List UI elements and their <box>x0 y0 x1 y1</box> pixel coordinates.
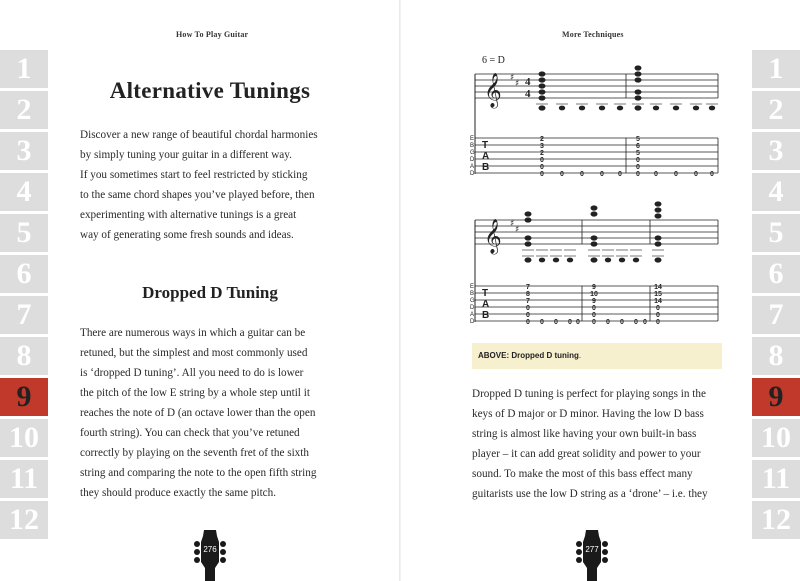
tab-fret: 0 <box>592 305 596 312</box>
chapter-tab-8[interactable]: 8 <box>752 337 800 375</box>
tab-fret: 5 <box>636 136 640 143</box>
chapter-tab-2[interactable]: 2 <box>752 91 800 129</box>
page-title: Alternative Tunings <box>109 78 311 103</box>
tab-label-b: B <box>482 310 490 321</box>
tab-fret: 0 <box>540 164 544 171</box>
tab-fret: 0 <box>654 171 658 178</box>
chapter-tab-11[interactable]: 11 <box>752 460 800 498</box>
string-letter: D <box>470 171 475 177</box>
tab-fret: 0 <box>526 312 530 319</box>
tab-fret: 0 <box>636 171 640 178</box>
tab-fret: 0 <box>540 157 544 164</box>
tab-fret: 3 <box>540 143 544 150</box>
body-line: the pitch of the low E string by a whole step until it <box>80 387 310 399</box>
body-line: guitarists use the low D string as a ‘drone’ – i.e. they <box>472 488 708 500</box>
string-letter: D <box>470 157 475 163</box>
tab-fret: 0 <box>592 312 596 319</box>
page-number-headstock-right <box>572 530 612 581</box>
tab-fret: 14 <box>654 284 662 291</box>
body-line: Dropped D tuning is perfect for playing songs in the <box>472 388 706 400</box>
tab-fret: 0 <box>540 319 544 326</box>
tab-fret: 0 <box>554 319 558 326</box>
chapter-tab-10[interactable]: 10 <box>0 419 48 457</box>
string-letter: G <box>470 298 475 304</box>
chapter-tabs-right <box>752 50 800 542</box>
chapter-tab-3[interactable]: 3 <box>752 132 800 170</box>
string-letter: A <box>470 164 475 170</box>
section-heading: Dropped D Tuning <box>142 283 278 302</box>
tab-fret: 9 <box>592 298 596 305</box>
string-letter: B <box>470 143 475 149</box>
chapter-tab-8[interactable]: 8 <box>0 337 48 375</box>
caption-label: ABOVE: Dropped D tuning <box>478 351 579 360</box>
tab-fret: 6 <box>636 143 640 150</box>
chapter-tab-7[interactable]: 7 <box>0 296 48 334</box>
body-line: retuned, but the simplest and most commonly used <box>80 347 308 359</box>
chapter-tabs-left <box>0 50 48 542</box>
intro-line: If you sometimes start to feel restricted by sticking <box>80 169 308 181</box>
tab-fret: 0 <box>580 171 584 178</box>
time-sig-bottom: 4 <box>525 88 531 100</box>
intro-line: Discover a new range of beautiful chordal harmonies <box>80 129 318 141</box>
body-line: string and comparing the note to the open fifth string <box>80 467 317 479</box>
sharp-icon: ♯ <box>515 225 520 235</box>
chapter-tab-9-active[interactable]: 9 <box>752 378 800 416</box>
string-letter: E <box>470 136 475 142</box>
treble-clef-icon: 𝄞 <box>484 219 502 254</box>
chapter-tab-10[interactable]: 10 <box>752 419 800 457</box>
tab-fret: 7 <box>526 284 530 291</box>
tab-fret: 10 <box>590 291 598 298</box>
tab-fret: 0 <box>656 319 660 326</box>
string-letter: E <box>470 284 475 290</box>
tab-label-a: A <box>482 299 490 310</box>
page-number: 277 <box>585 545 599 554</box>
tab-fret: 0 <box>694 171 698 178</box>
tab-fret: 7 <box>526 298 530 305</box>
tab-fret: 8 <box>526 291 530 298</box>
chapter-tab-4[interactable]: 4 <box>752 173 800 211</box>
pedal-notes <box>539 258 639 263</box>
chapter-tab-1[interactable]: 1 <box>0 50 48 88</box>
chapter-tab-9-active[interactable]: 9 <box>0 378 48 416</box>
tab-fret: 2 <box>540 150 544 157</box>
tab-label-a: A <box>482 151 490 162</box>
string-letter: G <box>470 150 475 156</box>
figure-caption <box>472 343 722 369</box>
tab-fret: 0 <box>636 164 640 171</box>
chapter-tab-2[interactable]: 2 <box>0 91 48 129</box>
sharp-icon: ♯ <box>510 73 515 83</box>
running-head-left: How To Play Guitar <box>176 30 249 39</box>
notation-system-2 <box>470 200 720 330</box>
chapter-tab-7[interactable]: 7 <box>752 296 800 334</box>
chapter-tab-5[interactable]: 5 <box>0 214 48 252</box>
tab-label-t: T <box>482 140 489 151</box>
body-line: is ‘dropped D tuning’. All you need to do is lower <box>80 367 304 379</box>
chapter-tab-4[interactable]: 4 <box>0 173 48 211</box>
tab-fret: 15 <box>654 291 662 298</box>
tab-label-t: T <box>482 288 489 299</box>
intro-line: to the same chord shapes you’ve played before, then <box>80 189 315 201</box>
tab-fret: 0 <box>634 319 638 326</box>
tab-fret: 0 <box>618 171 622 178</box>
caption-period: . <box>578 351 582 360</box>
chapter-tab-12[interactable]: 12 <box>752 501 800 539</box>
tab-fret: 5 <box>636 150 640 157</box>
body-line: player – it can add great solidity and power to your <box>472 448 701 460</box>
tab-fret: 0 <box>568 319 572 326</box>
body-line: There are numerous ways in which a guitar can be <box>80 327 306 339</box>
chapter-tab-6[interactable]: 6 <box>752 255 800 293</box>
time-sig-top: 4 <box>525 76 531 88</box>
sharp-icon: ♯ <box>515 79 520 89</box>
tab-staff-lines <box>475 138 718 173</box>
string-letter: A <box>470 312 475 318</box>
intro-line: by simply tuning your guitar in a different way. <box>80 149 292 161</box>
running-head-right: More Techniques <box>562 30 624 39</box>
tab-fret: 0 <box>710 171 714 178</box>
string-letter: D <box>470 305 475 311</box>
string-letter: D <box>470 319 475 325</box>
chapter-tab-3[interactable]: 3 <box>0 132 48 170</box>
tab-fret: 0 <box>606 319 610 326</box>
tab-fret: 0 <box>526 305 530 312</box>
body-paragraph-left <box>80 323 316 503</box>
tab-fret: 2 <box>540 136 544 143</box>
body-line: correctly by playing on the seventh fret of the sixth <box>80 447 309 459</box>
tab-fret: 0 <box>643 319 647 326</box>
chapter-tab-6[interactable]: 6 <box>0 255 48 293</box>
tab-fret: 0 <box>656 305 660 312</box>
tab-fret: 0 <box>656 312 660 319</box>
tab-fret: 9 <box>592 284 596 291</box>
page-number-headstock-left <box>190 530 230 581</box>
intro-line: experimenting with alternative tunings is a great <box>80 209 297 221</box>
tab-fret: 0 <box>576 319 580 326</box>
body-line: keys of D major or D minor. Having the low D bass <box>472 408 704 420</box>
body-line: sound. To make the most of this bass effect many <box>472 468 693 480</box>
treble-clef-icon: 𝄞 <box>484 73 502 108</box>
ledger-lines <box>522 250 664 256</box>
tab-fret: 0 <box>600 171 604 178</box>
tab-fret: 0 <box>636 157 640 164</box>
tab-fret: 0 <box>526 319 530 326</box>
body-line: string is almost like having your own built-in bass <box>472 428 697 440</box>
chapter-tab-12[interactable]: 12 <box>0 501 48 539</box>
body-paragraph-right <box>472 384 708 504</box>
tab-fret: 0 <box>620 319 624 326</box>
tab-fret: 0 <box>674 171 678 178</box>
book-spine <box>399 0 401 581</box>
tuning-label: 6 = D <box>482 55 505 66</box>
tab-fret: 0 <box>560 171 564 178</box>
chapter-tab-5[interactable]: 5 <box>752 214 800 252</box>
notation-system-1 <box>470 52 720 182</box>
page-number: 276 <box>203 545 217 554</box>
tab-fret: 14 <box>654 298 662 305</box>
tab-fret: 0 <box>540 171 544 178</box>
intro-line: way of generating some fresh sounds and ideas. <box>80 229 294 241</box>
chapter-tab-1[interactable]: 1 <box>752 50 800 88</box>
tab-label-b: B <box>482 162 490 173</box>
body-line: they should produce exactly the same pitch. <box>80 487 277 499</box>
body-line: fourth string). You can check that you’ve retuned <box>80 427 300 439</box>
sharp-icon: ♯ <box>510 219 515 229</box>
chapter-tab-11[interactable]: 11 <box>0 460 48 498</box>
body-line: reaches the note of D (an octave lower than the open <box>80 407 316 419</box>
string-letter: B <box>470 291 475 297</box>
intro-paragraph <box>80 125 318 245</box>
tab-fret: 0 <box>592 319 596 326</box>
